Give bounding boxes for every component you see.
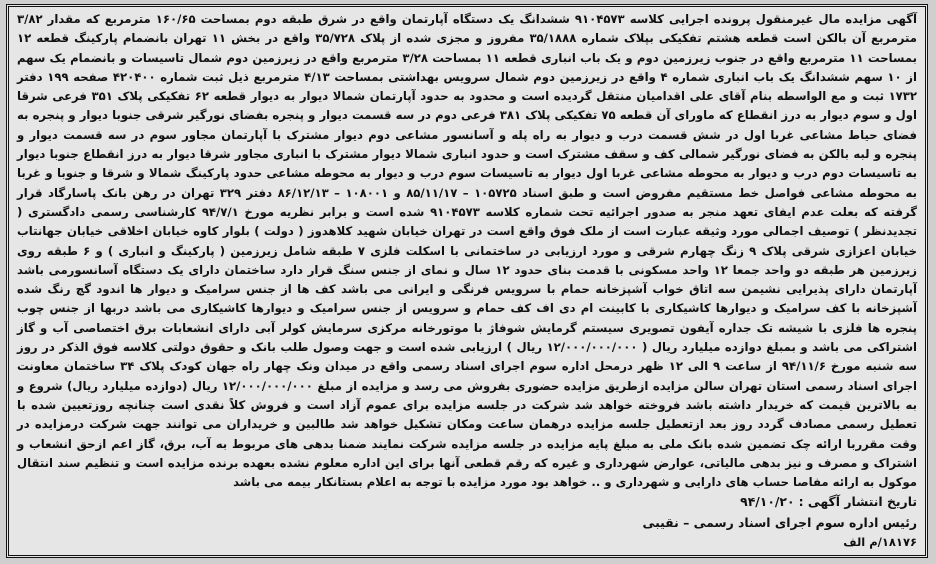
notice-body-text: آگهی مزایده مال غیرمنقول پرونده اجرایی کلاسه ۹۱۰۴۵۷۳ ششدانگ یک دستگاه آپارتمان واقع در شرق طبقه دوم بمساحت ۱۶۰/۶۵ مترمربع که مقدار ۳/۸۲ مترمربع آن بالکن است قطعه هشتم تفکیکی بپلاک شماره ۳۵/۱۸۸۸ مفروز و مجزی شده از پلاک ۳۵/۷۲۸ واقع در بخش ۱۱ تهران بانضمام پارکینگ قطعه ۱۲ بمساحت ۱۱ مترمربع واقع در جنوب زیرزمین دوم و یک باب انباری قطعه ۱۱ بمساحت ۳/۲۸ مترمربع واقع در زیرزمین دوم شمال تاسیسات و بانضمام یک سهم از ۱۰ سهم ششدانگ یک باب انباری شماره ۴ واقع در زیرزمین دوم شمال سرویس بهداشتی بمساحت ۴/۱۳ مترمربع ذیل ثبت شماره ۴۲۰۴۰۰ صفحه ۱۹۹ دفتر ۱۷۳۲ ثبت و مع الواسطه بنام آقای علی اقدامیان منتقل گردیده است و محدود به حدود آپارتمان شمالا دیوار به دیوار قطعه ۶۲ تفکیکی پلاک ۳۵۱ فرعی شرقا اول و سوم دیوار به درز انقطاع که ماورای آن قطعه ۷۵ تفکیکی پلاک ۳۸۱ فرعی دوم در سه قسمت دیوار و پنجره بفضای نورگیر شرقی جنوبا دیوار و پنجره به فضای حیاط مشاعی غربا اول در شش قسمت درب و دیوار به راه پله و آسانسور مشاعی دوم دیوار مشترک با آپارتمان مجاور سوم در سه قسمت دیوار و پنجره و لبه بالکن به فضای نورگیر شمالی کف و سقف مشترک است و حدود انباری شمالا دیوار مشترک با انباری مجاور شرقا دیوار به درز انقطاع جنوبا دیوار به تاسیسات دوم درب و دیوار به محوطه مشاعی غربا اول دیوار به تاسیسات سوم درب و دیوار به محوطه مشاعی حدود پارکینگ شمالا و شرقا و جنوبا و غربا به محوطه مشاعی فواصل خط مستقیم مفروض است و طبق اسناد ۱۰۵۷۲۵ – ۸۵/۱۱/۱۷ و ۱۰۸۰۰۱ – ۸۶/۱۲/۱۳ دفتر ۳۲۹ تهران در رهن بانک پاسارگاد قرار گرفته که بعلت عدم ایفای تعهد منجر به صدور اجرائیه تحت شماره کلاسه ۹۱۰۴۵۷۳ شده است و برابر نظریه مورخ ۹۴/۷/۱ کارشناسی رسمی دادگستری ( تجدیدنظر ) توصیف اجمالی مورد وثیقه عبارت است از ملک فوق واقع است در تهران خیابان شهید کلاهدوز ( دولت ) بلوار کاوه خیابان اخلاقی خیابان جهانتاب خیابان اعزازی شرقی پلاک ۹ زنگ چهارم شرقی و مورد ارزیابی در ساختمانی با اسکلت فلزی ۷ طبقه شامل زیرزمین ( پارکینگ و انباری ) و ۶ طبقه روی زیرزمین هر طبقه دو واحد جمعا ۱۲ واحد مسکونی با قدمت بنای حدود ۱۲ سال و نمای از جنس سنگ قرار دارد ساختمان دارای یک دستگاه آسانسورمی باشد آپارتمان دارای پذیرایی نشیمن سه اتاق خواب آشپزخانه حمام با سرویس فرنگی و ایرانی می باشد کف ها از جنس سرامیک و دیوار ها اندود گچ رنگ شده آشپزخانه با کف سرامیک و دیوارها کاشیکاری با کابینت ام دی اف کف حمام و سرویس از جنس سرامیک و دیوارها کاشیکاری می باشد دربها از جنس چوب پنجره ها فلزی با شیشه تک جداره آیفون تصویری سیستم گرمایش شوفاژ با موتورخانه مرکزی سرمایش کولر آبی دارای انشعابات برق اختصاصی آب و گاز اشتراکی می باشد و بمبلغ دوازده میلیارد ریال ( ۱۲/۰۰۰/۰۰۰/۰۰۰ ریال ) ارزیابی شده است و جهت وصول طلب بانک و حقوق دولتی کلاسه فوق الذکر در روز سه شنبه مورخ ۹۴/۱۱/۶ از ساعت ۹ الی ۱۲ ظهر درمحل اداره سوم اجرای اسناد رسمی واقع در میدان ونک چهار راه جهان کودک پلاک ۳۴ ساختمان معاونت اجرای اسناد رسمی استان تهران سالن مزایده ازطریق مزایده حضوری بفروش می رسد و مزایده از مبلغ ۱۲/۰۰۰/۰۰۰/۰۰۰ ریال (دوازده میلیارد ریال) شروع و به بالاترین قیمت که خریدار داشته باشد فروخته خواهد شد شرکت در جلسه مزایده برای عموم آزاد است و فروش کلاً نقدی است چنانچه روزتعیین شده با تعطیل رسمی مصادف گردد روز بعد ازتعطیل جلسه مزایده درهمان ساعت ومکان تشکیل خواهد شد طالبین و خریداران می توانند جهت شرکت درمزایده در وقت مقرربا ارائه چک تضمین شده بانک ملی به مبلغ پایه مزایده در جلسه مزایده شرکت نمایند ضمنا بدهی های مربوط به آب، برق، گاز اعم ازحق انشعاب و اشتراک و مصرف و نیز بدهی مالیاتی، عوارض شهرداری و غیره که رقم قطعی آنها برای این اداره معلوم نشده بعهده برنده مزایده است و تنظیم سند انتقال موکول به ارائه مفاصا حساب های دارایی و شهرداری و .. خواهد بود مورد مزایده با توجه به اعلام بستانکار بیمه می باشد [17, 12, 918, 490]
auction-notice [6, 4, 928, 558]
publish-date: ۹۴/۱۰/۲۰ [740, 494, 795, 510]
reference-row [17, 533, 917, 551]
publish-date-row [17, 492, 917, 512]
reference-number: ۱۸۱۷۶/م الف [843, 535, 917, 550]
publish-date-label: تاریخ انتشار آگهی : [798, 494, 917, 510]
notice-footer [17, 492, 917, 551]
signature-text: رئیس اداره سوم اجرای اسناد رسمی – نقیبی [642, 514, 917, 530]
signature-row [17, 513, 917, 533]
